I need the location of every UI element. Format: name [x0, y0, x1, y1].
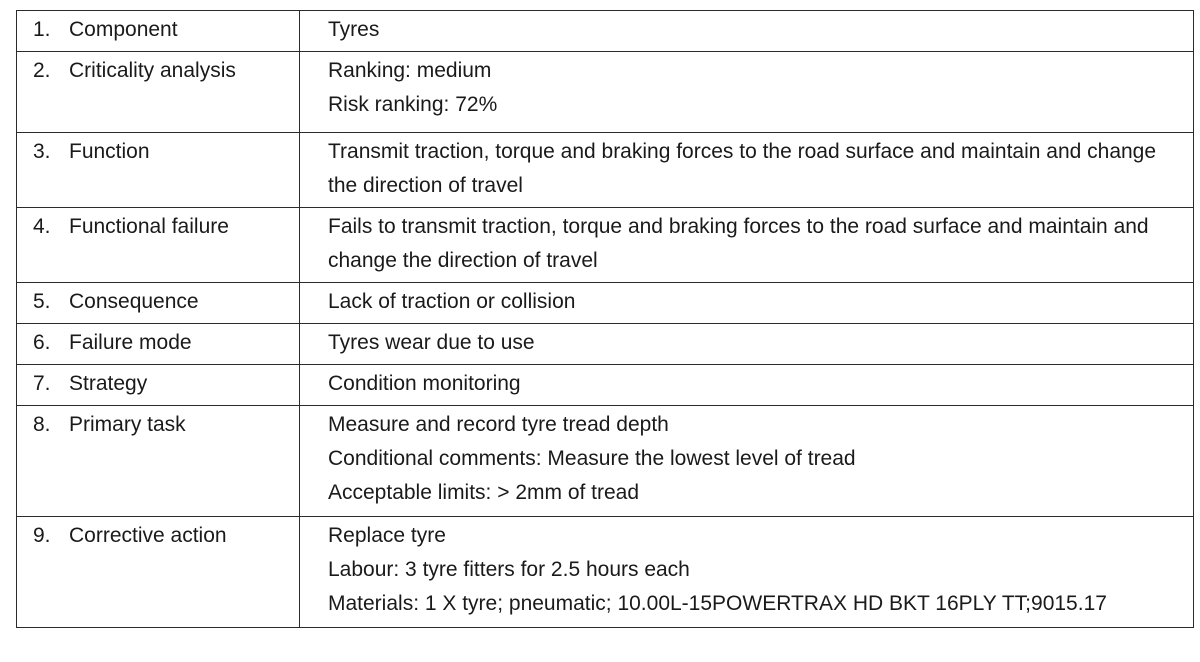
value-line: Tyres wear due to use: [328, 331, 535, 354]
table-row: [17, 324, 1194, 365]
value-line: Risk ranking: 72%: [328, 93, 498, 116]
row-label: Consequence: [69, 290, 199, 313]
row-number: 4.: [33, 215, 51, 238]
value-line: Replace tyre: [328, 524, 446, 547]
row-label-cell: [17, 208, 300, 283]
table-row: [17, 208, 1194, 283]
row-number: 7.: [33, 372, 51, 395]
row-label-cell: [17, 517, 300, 628]
table-row: [17, 52, 1194, 133]
table-row: [17, 517, 1194, 628]
table-row: [17, 283, 1194, 324]
row-label-cell: [17, 133, 300, 208]
row-value-cell: [300, 406, 1194, 517]
value-line: Condition monitoring: [328, 372, 521, 395]
row-number: 3.: [33, 140, 51, 163]
value-line: Fails to transmit traction, torque and braking forces to the road surface and maintain and change the direction of travel: [328, 215, 1149, 272]
row-label: Function: [69, 140, 150, 163]
row-number: 9.: [33, 524, 51, 547]
row-label-cell: [17, 324, 300, 365]
row-label: Strategy: [69, 372, 148, 395]
row-value-cell: [300, 517, 1194, 628]
row-label: Failure mode: [69, 331, 192, 354]
value-line: Conditional comments: Measure the lowest level of tread: [328, 447, 856, 470]
row-number: 8.: [33, 413, 51, 436]
value-line: Transmit traction, torque and braking forces to the road surface and maintain and change the direction of travel: [328, 140, 1157, 197]
table-row: [17, 133, 1194, 208]
row-label: Primary task: [69, 413, 186, 436]
row-value-cell: [300, 283, 1194, 324]
value-line: Ranking: medium: [328, 59, 492, 82]
table-row: [17, 11, 1194, 52]
row-number: 1.: [33, 18, 51, 41]
row-number: 2.: [33, 59, 51, 82]
row-number: 6.: [33, 331, 51, 354]
row-value-cell: [300, 133, 1194, 208]
row-value-cell: [300, 11, 1194, 52]
row-label: Functional failure: [69, 215, 229, 238]
value-line: Materials: 1 X tyre; pneumatic; 10.00L-15POWERTRAX HD BKT 16PLY TT;9015.17: [328, 592, 1107, 615]
row-value-cell: [300, 208, 1194, 283]
row-label: Component: [69, 18, 178, 41]
row-label: Criticality analysis: [69, 59, 236, 82]
row-value-cell: [300, 52, 1194, 133]
value-line: Lack of traction or collision: [328, 290, 576, 313]
maintenance-table: [16, 10, 1194, 628]
row-label-cell: [17, 52, 300, 133]
value-line: Acceptable limits: > 2mm of tread: [328, 481, 640, 504]
value-line: Measure and record tyre tread depth: [328, 413, 669, 436]
row-label-cell: [17, 365, 300, 406]
row-value-cell: [300, 324, 1194, 365]
row-value-cell: [300, 365, 1194, 406]
table-row: [17, 406, 1194, 517]
row-label-cell: [17, 11, 300, 52]
value-line: Labour: 3 tyre fitters for 2.5 hours each: [328, 558, 690, 581]
row-label-cell: [17, 406, 300, 517]
table-row: [17, 365, 1194, 406]
row-label: Corrective action: [69, 524, 227, 547]
value-line: Tyres: [328, 18, 380, 41]
row-label-cell: [17, 283, 300, 324]
row-number: 5.: [33, 290, 51, 313]
